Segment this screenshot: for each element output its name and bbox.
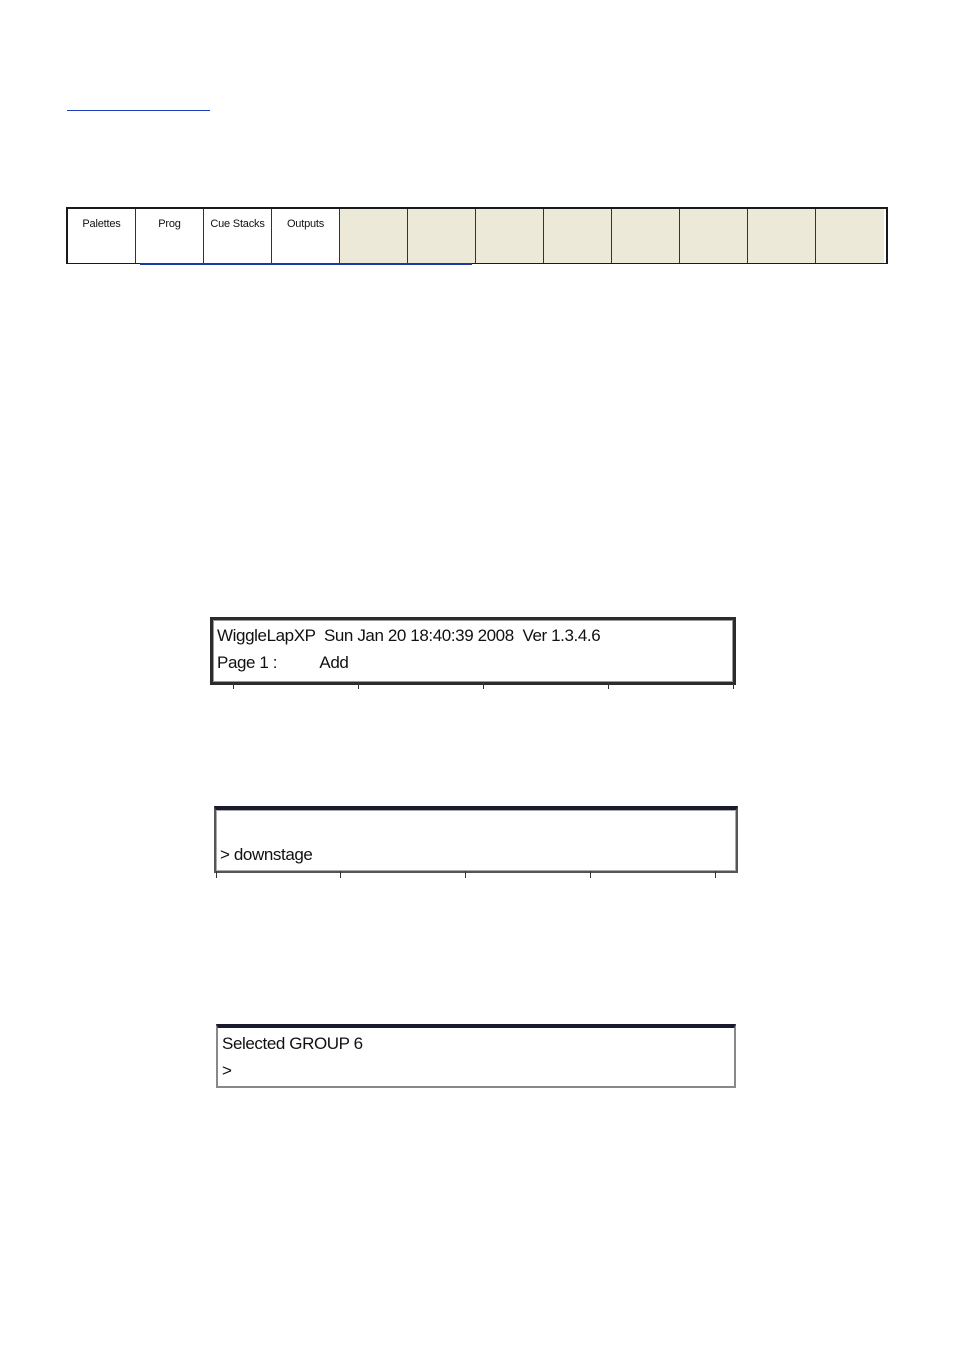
selection-line: Selected GROUP 6 — [222, 1034, 363, 1053]
tab-blank[interactable] — [680, 209, 748, 263]
panel-ticks — [216, 871, 736, 879]
tab-blank[interactable] — [476, 209, 544, 263]
top-link[interactable] — [67, 98, 210, 111]
prompt-line[interactable]: > — [222, 1061, 232, 1080]
status-panel — [210, 617, 736, 685]
tab-palettes[interactable]: Palettes — [68, 209, 136, 263]
tab-cue-stacks[interactable]: Cue Stacks — [204, 209, 272, 263]
page-line: Page 1 : Add — [217, 653, 349, 672]
tab-blank[interactable] — [544, 209, 612, 263]
tab-blank[interactable] — [748, 209, 816, 263]
selection-panel — [216, 1024, 736, 1088]
tab-bar — [66, 207, 888, 264]
tab-blank[interactable] — [340, 209, 408, 263]
status-line: WiggleLapXP Sun Jan 20 18:40:39 2008 Ver 1.3.4.6 — [217, 626, 601, 645]
panel-ticks — [213, 682, 733, 690]
tab-blank[interactable] — [816, 209, 884, 263]
command-line[interactable]: > downstage — [220, 845, 313, 864]
tab-blank[interactable] — [612, 209, 680, 263]
command-panel — [214, 806, 738, 873]
tab-blank[interactable] — [408, 209, 476, 263]
tab-prog[interactable]: Prog — [136, 209, 204, 263]
tab-outputs[interactable]: Outputs — [272, 209, 340, 263]
